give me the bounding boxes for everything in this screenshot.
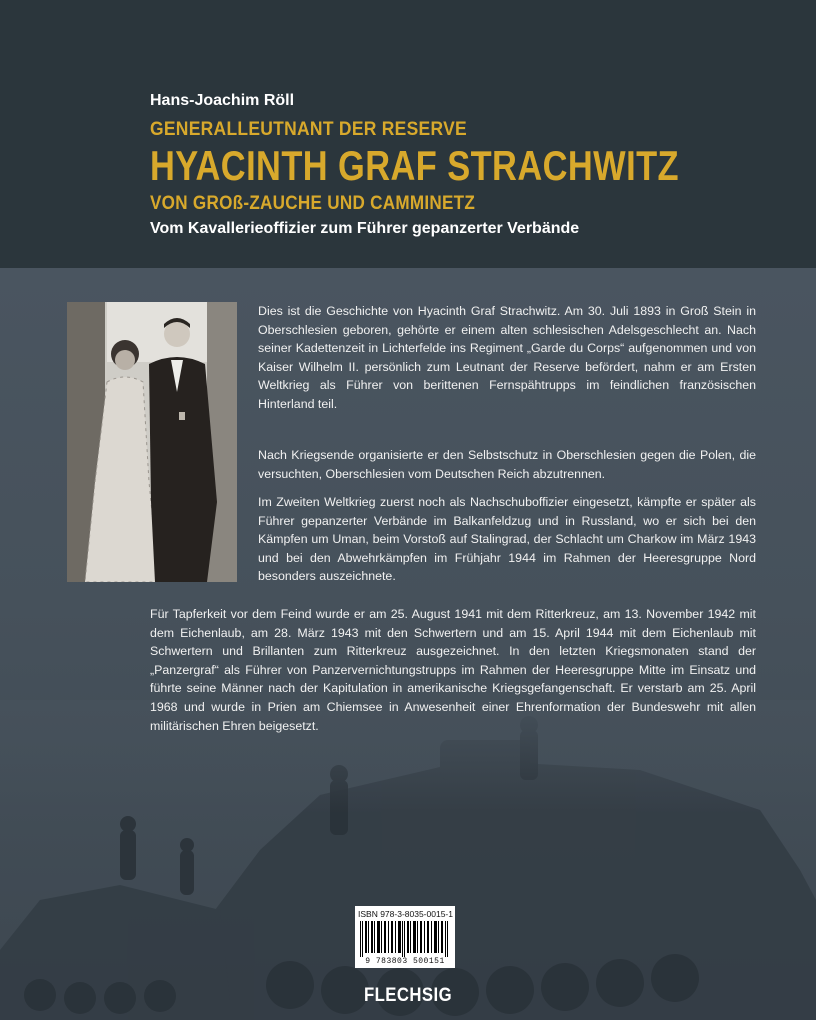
book-title: HYACINTH GRAF STRACHWITZ	[150, 142, 679, 189]
rank-line: GENERALLEUTNANT DER RESERVE	[150, 119, 467, 140]
barcode-number: 9 783803 500151	[365, 957, 445, 966]
author-name: Hans-Joachim Röll	[150, 92, 295, 109]
title-origin: VON GROß-ZAUCHE UND CAMMINETZ	[150, 193, 476, 214]
publisher-logo: FLECHSIG	[363, 985, 453, 1006]
book-subtitle: Vom Kavallerieoffizier zum Führer gepanzerter Verbände	[150, 220, 580, 237]
tank-photo-background	[0, 700, 816, 1020]
barcode-bars	[358, 921, 452, 957]
postwar-paragraph: Nach Kriegsende organisierte er den Selbstschutz in Oberschlesien gegen die Polen, die versuchten, Oberschlesien vom Deutschen Reich abzutrennen.	[258, 448, 756, 481]
barcode-label	[355, 906, 455, 968]
isbn-text: ISBN 978-3-8035-0015-1	[358, 909, 453, 919]
intro-paragraph: Dies ist die Geschichte von Hyacinth Graf Strachwitz. Am 30. Juli 1893 in Groß Stein in Oberschlesien geboren, gehörte er einem alten schlesischen Adelsgeschlecht an. Nach seiner Kadettenzeit in Lichterfelde ins Regiment „Garde du Corps“ aufgenommen und von Kaiser Wilhelm II. persönlich zum Leutnant der Reserve befördert, nahm er am Ersten Weltkrieg als Führer von berittenen Fernspähtrupps im feindlichen französischen Hinterland teil.	[258, 304, 756, 411]
couple-photo	[67, 302, 237, 582]
ww2-paragraph: Im Zweiten Weltkrieg zuerst noch als Nachschuboffizier eingesetzt, kämpfte er später als Führer gepanzerter Verbände im Balkanfeldzug und in Russland, wo er sich bei den Kämpfen um Uman, beim Vorstoß auf Stalingrad, der Schlacht um Charkow im März 1943 und bei den Abwehrkämpfen im Frühjahr 1944 im Rahmen der Heeresgruppe Nord besonders auszeichnete.	[258, 495, 756, 584]
awards-paragraph: Für Tapferkeit vor dem Feind wurde er am 25. August 1941 mit dem Ritterkreuz, am 13. November 1942 mit dem Eichenlaub, am 28. März 1943 mit den Schwertern und am 15. April 1944 mit dem Eichenlaub mit Schwertern und Brillanten zum Ritterkreuz ausgezeichnet. In den letzten Kriegsmonaten stand der „Panzergraf“ als Führer von Panzervernichtungstrupps im Rahmen der Heeresgruppe Mitte im Einsatz und führte seine Männer nach der Kapitulation in amerikanische Kriegsgefangenschaft. Er verstarb am 25. April 1968 und wurde in Prien am Chiemsee in Anwesenheit einer Ehrenformation der Bundeswehr mit allen militärischen Ehren beigesetzt.	[150, 607, 756, 733]
